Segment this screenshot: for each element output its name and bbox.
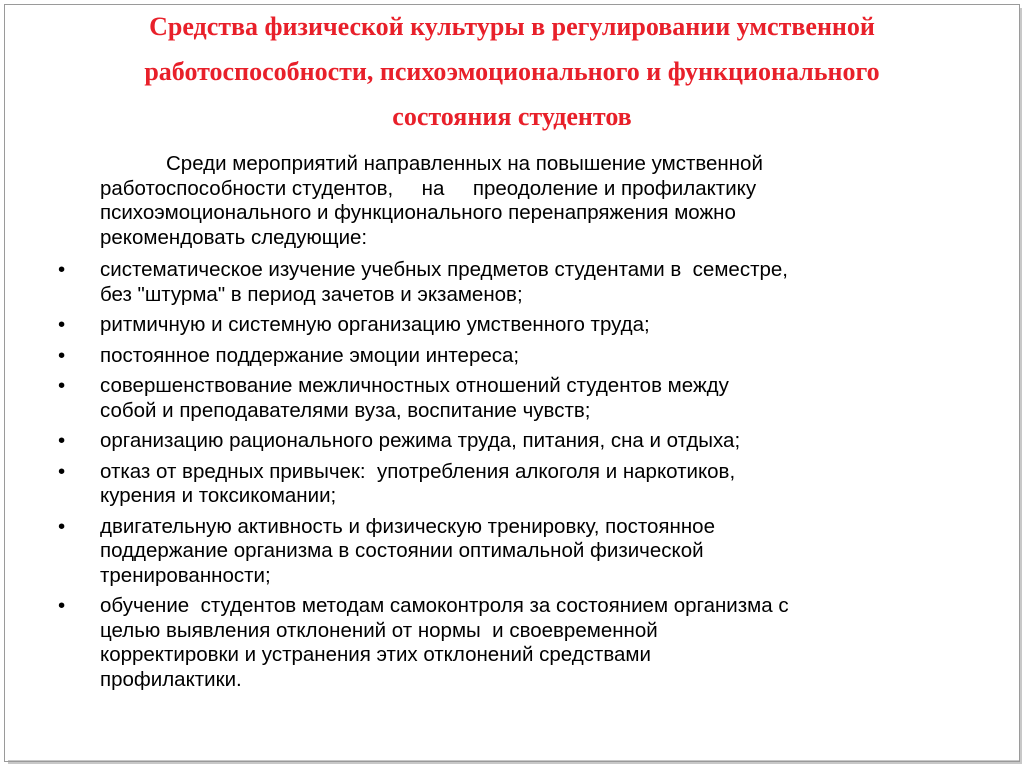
list-item xyxy=(58,374,978,423)
bullet-icon: • xyxy=(58,429,66,452)
list-item xyxy=(58,515,978,589)
title-line: работоспособности, психоэмоционального и функционального xyxy=(144,57,880,86)
intro-line: работоспособности студентов, на преодоление и профилактику xyxy=(100,176,757,200)
intro-line: психоэмоционального и функционального перенапряжения можно xyxy=(100,201,736,224)
list-item-line: постоянное поддержание эмоции интереса; xyxy=(100,343,520,367)
list-item-line: корректировки и устранения этих отклонений средствами xyxy=(100,643,651,666)
bullet-icon: • xyxy=(58,459,66,483)
bullet-icon: • xyxy=(58,258,66,281)
list-item-line: ритмичную и системную организацию умственного труда; xyxy=(100,313,650,336)
list-item-line: совершенствование межличностных отношений студентов между xyxy=(100,374,729,397)
list-item-line: без "штурма" в период зачетов и экзаменов; xyxy=(100,282,523,306)
list-item-line: обучение студентов методам самоконтроля за состоянием организма с xyxy=(100,594,789,617)
bullet-icon: • xyxy=(58,313,66,336)
list-item xyxy=(58,429,978,454)
list-item-line: тренированности; xyxy=(100,563,271,587)
list-item-line: курения и токсикомании; xyxy=(100,484,337,507)
list-item-line: организацию рационального режима труда, питания, сна и отдыха; xyxy=(100,429,741,452)
recommendations-list xyxy=(58,258,978,692)
list-item-line: систематическое изучение учебных предметов студентами в семестре, xyxy=(100,258,788,281)
list-item xyxy=(58,313,978,338)
intro-paragraph xyxy=(58,152,922,250)
bullet-icon: • xyxy=(58,374,66,397)
list-item-line: двигательную активность и физическую тренировку, постоянное xyxy=(100,514,715,538)
bullet-icon: • xyxy=(58,343,66,367)
slide-title xyxy=(30,4,994,139)
intro-line: Среди мероприятий направленных на повышение умственной xyxy=(166,152,763,175)
list-item-line: отказ от вредных привычек: употребления алкоголя и наркотиков, xyxy=(100,459,736,483)
list-item xyxy=(58,594,978,692)
title-line: Средства физической культуры в регулировании умственной xyxy=(149,12,875,41)
list-item-line: поддержание организма в состоянии оптимальной физической xyxy=(100,539,704,562)
list-item-line: профилактики. xyxy=(100,667,242,691)
intro-line: рекомендовать следующие: xyxy=(100,225,368,249)
list-item xyxy=(58,344,978,369)
bullet-icon: • xyxy=(58,514,66,538)
title-line: состояния студентов xyxy=(392,102,632,131)
bullet-icon: • xyxy=(58,594,66,617)
list-item xyxy=(58,460,978,509)
list-item xyxy=(58,258,978,307)
list-item-line: целью выявления отклонений от нормы и своевременной xyxy=(100,618,658,642)
slide-body xyxy=(58,152,978,698)
list-item-line: собой и преподавателями вуза, воспитание чувств; xyxy=(100,398,591,422)
